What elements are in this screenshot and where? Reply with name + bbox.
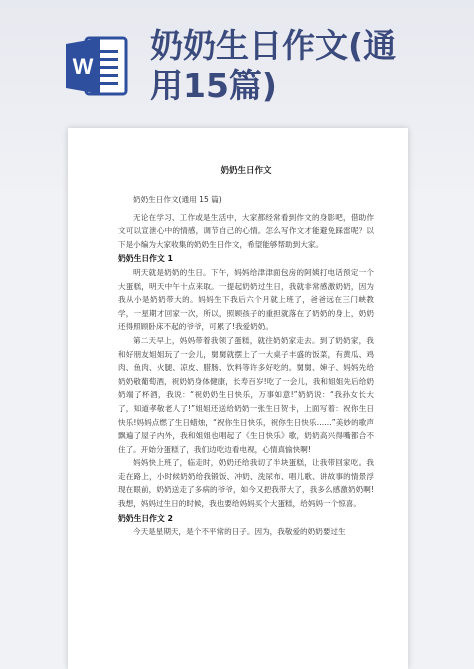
section-heading: 奶奶生日作文 1 — [118, 254, 173, 264]
document-title: 奶奶生日作文 — [220, 166, 272, 176]
body-paragraph: 第二天早上，妈妈带着我领了蛋糕，就往奶奶家走去。到了奶奶家，我和好朋友姐姐玩了一会儿，舅舅就摆上了一大桌子丰盛的饭菜，有黄瓜、鸡肉、鱼肉、火腿、凉皮、腊肠、饮料等许多好吃的。舅舅、婶子、妈妈先给奶奶敬葡萄酒，祝奶奶身体健康，长寿百岁!吃了一会儿，我和姐姐先后给奶奶端了杯酒，我说：“祝奶奶生日快乐，万事如意!”奶奶说：“我孙女长大了，知道孝敬老人了!”姐姐还送给奶奶一张生日贺卡，上面写着：祝你生日快乐!妈妈点燃了生日蜡烛，“祝你生日快乐，祝你生日快乐……”美妙的歌声飘遍了屋子内外，我和姐姐也唱起了《生日快乐》歌，奶奶高兴得嘴都合不住了。开始分蛋糕了，我们边吃边看电视，心情真愉快啊! — [118, 335, 374, 454]
title-line-1: 奶奶生日作文(通 — [150, 26, 397, 65]
document-body — [118, 164, 374, 539]
body-paragraph: 妈妈快上班了，临走时，奶奶还给我切了半块蛋糕，让我带回家吃。我走在路上，小时候奶奶给我锻饭、冲奶、洗尿布、唱儿歌、讲故事的情景浮现在眼前，奶奶送走了多病的爷爷，如今又把我带大了，我多么感激奶奶啊!我想，妈妈过生日的时候，我也要给妈妈买个大蛋糕，给妈妈一个惊喜。 — [118, 458, 374, 509]
intro-paragraph: 无论在学习、工作或是生活中，大家都经常看到作文的身影吧，借助作文可以宣泄心中的情感，调节自己的心情。怎么写作文才能避免踩雷呢？以下是小编为大家收集的奶奶生日作文，希望能够帮助到大家。 — [118, 212, 374, 249]
body-paragraph: 明天就是奶奶的生日。下午，妈妈给津津面包房的阿姨打电话预定一个大蛋糕，明天中午十点来取。一提起奶奶过生日，我就非常感激奶奶，因为我从小是奶奶带大的。妈妈生下我后六个月就上班了，爸爸远在三门峡教学，一星期才回家一次，所以，照顾孩子的重担就落在了奶奶的身上，奶奶还得照顾卧床不起的爷爷，可累了!我爱奶奶。 — [118, 267, 374, 332]
word-document-icon — [64, 32, 132, 100]
svg-text:W: W — [72, 54, 94, 79]
page-title — [150, 26, 468, 106]
section-heading: 奶奶生日作文 2 — [118, 513, 173, 523]
document-subtitle: 奶奶生日作文(通用 15 篇) — [133, 195, 222, 204]
document-preview[interactable] — [68, 128, 408, 669]
body-paragraph: 今天是星期天，是个不平常的日子。因为，我敬爱的奶奶要过生 — [133, 527, 346, 537]
title-line-2: 用15篇) — [150, 66, 278, 105]
